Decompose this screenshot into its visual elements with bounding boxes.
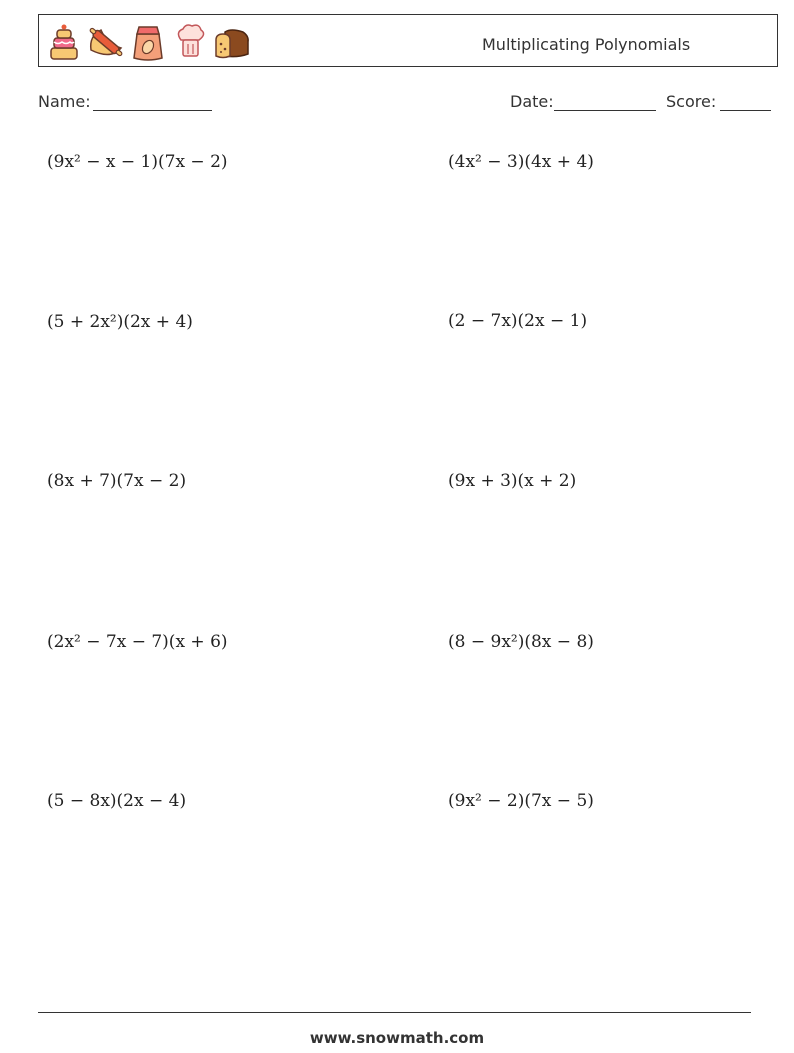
chef-hat-icon: [171, 22, 209, 62]
problem-3: (5 + 2x²)(2x + 4): [47, 312, 193, 332]
footer-divider: [38, 1012, 751, 1013]
name-blank[interactable]: [93, 110, 212, 111]
problem-2: (4x² − 3)(4x + 4): [448, 152, 594, 172]
cake-icon: [45, 22, 83, 62]
problem-7: (2x² − 7x − 7)(x + 6): [47, 632, 228, 652]
student-fields: [38, 92, 771, 116]
score-label: Score:: [666, 92, 717, 111]
name-label: Name:: [38, 92, 91, 111]
date-label: Date:: [510, 92, 554, 111]
date-blank[interactable]: [554, 110, 656, 111]
problem-10: (9x² − 2)(7x − 5): [448, 791, 594, 811]
problem-6: (9x + 3)(x + 2): [448, 471, 577, 491]
rolling-pin-icon: [87, 22, 125, 62]
problem-5: (8x + 7)(7x − 2): [47, 471, 187, 491]
problem-8: (8 − 9x²)(8x − 8): [448, 632, 594, 652]
score-blank[interactable]: [720, 110, 771, 111]
flour-sack-icon: [129, 22, 167, 62]
footer-website[interactable]: www.snowmath.com: [309, 1029, 485, 1047]
worksheet-header: [38, 14, 778, 67]
problem-1: (9x² − x − 1)(7x − 2): [47, 152, 228, 172]
worksheet-title: Multiplicating Polynomials: [482, 35, 691, 54]
problem-4: (2 − 7x)(2x − 1): [448, 311, 588, 331]
problem-9: (5 − 8x)(2x − 4): [47, 791, 187, 811]
header-icons: [45, 22, 251, 62]
bread-loaf-icon: [213, 22, 251, 62]
